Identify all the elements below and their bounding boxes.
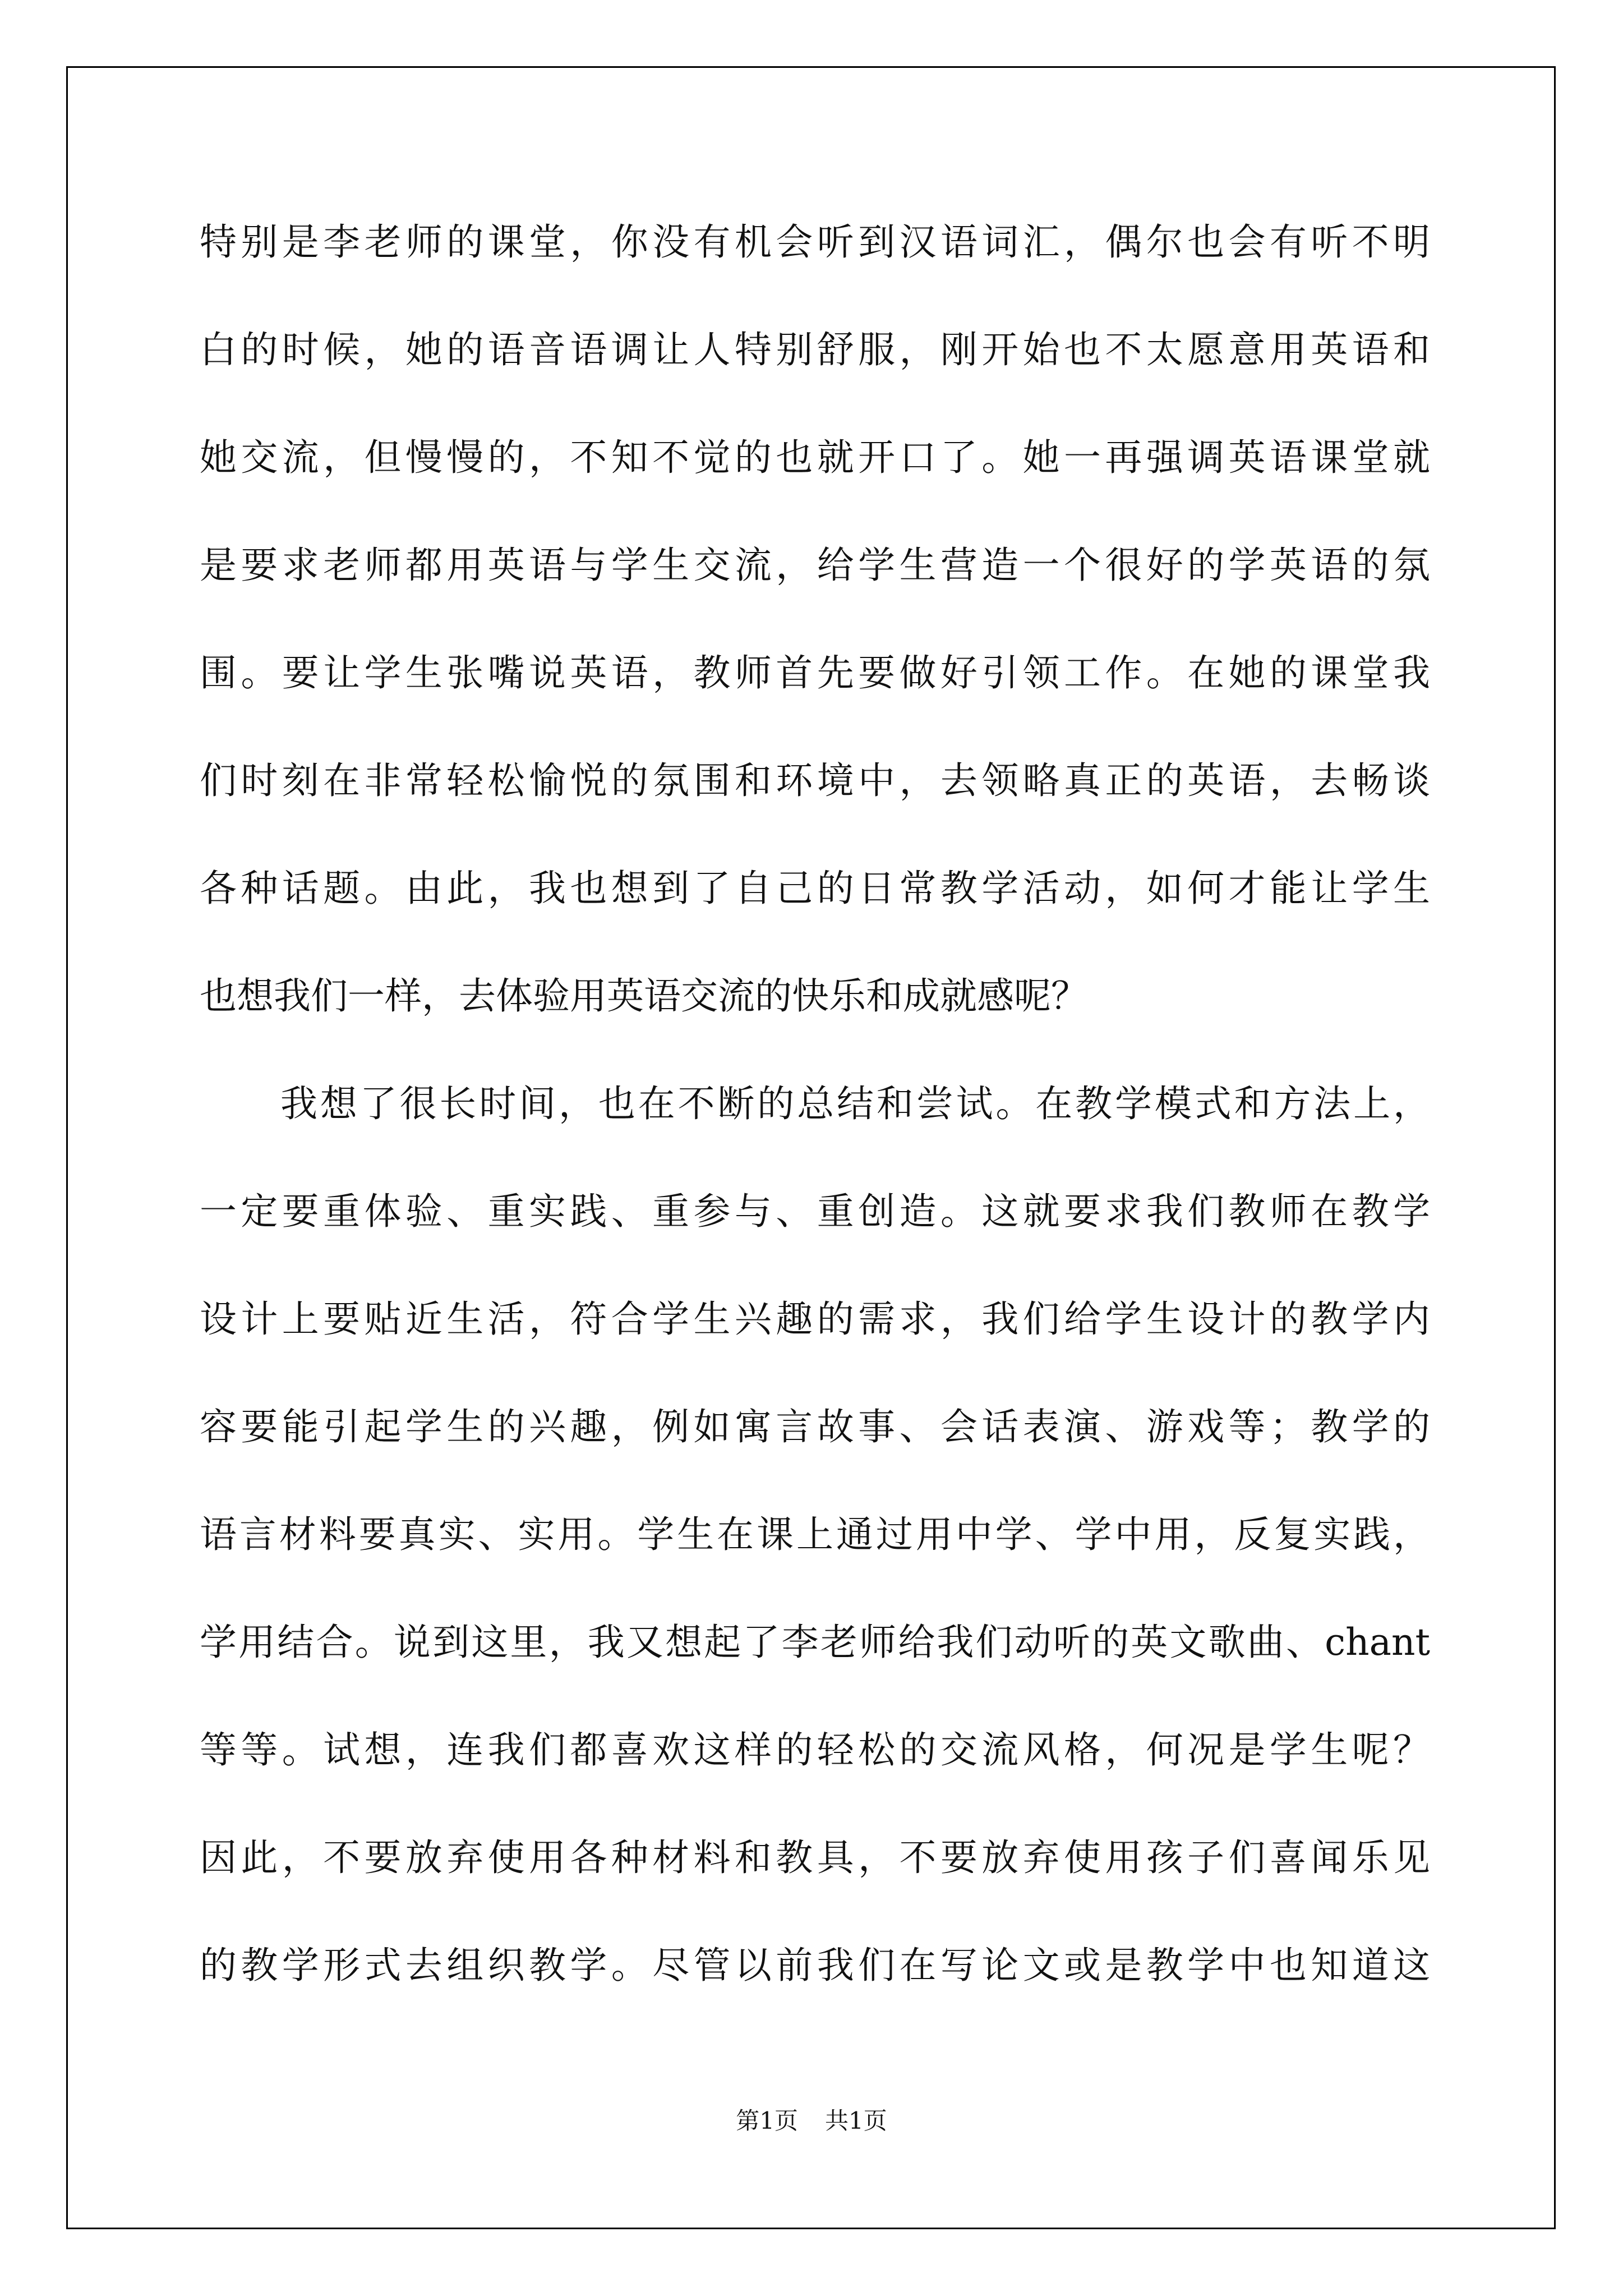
- text-line: 是要求老师都用英语与学生交流，给学生营造一个很好的学英语的氛: [200, 544, 1430, 587]
- text-line: 各种话题。由此，我也想到了自己的日常教学活动，如何才能让学生: [200, 867, 1430, 910]
- text-line: 也想我们一样，去体验用英语交流的快乐和成就感呢？: [200, 974, 1088, 1018]
- page-number-current: 第1页: [736, 2107, 798, 2134]
- page-footer: [0, 2105, 1623, 2137]
- text-line: 她交流，但慢慢的，不知不觉的也就开口了。她一再强调英语课堂就: [200, 436, 1430, 479]
- text-line: 因此，不要放弃使用各种材料和教具，不要放弃使用孩子们喜闻乐见: [200, 1836, 1430, 1879]
- paragraph-2: [200, 1070, 1430, 2040]
- text-line: 学用结合。说到这里，我又想起了李老师给我们动听的英文歌曲、chant: [200, 1621, 1430, 1664]
- text-line: 设计上要贴近生活，符合学生兴趣的需求，我们给学生设计的教学内: [200, 1297, 1430, 1341]
- text-line: 白的时候，她的语音语调让人特别舒服，刚开始也不太愿意用英语和: [200, 328, 1430, 371]
- paragraph-1: [200, 209, 1430, 1070]
- text-line: 我想了很长时间，也在不断的总结和尝试。在教学模式和方法上，: [280, 1082, 1430, 1125]
- text-line: 围。要让学生张嘴说英语，教师首先要做好引领工作。在她的课堂我: [200, 651, 1430, 694]
- text-line: 一定要重体验、重实践、重参与、重创造。这就要求我们教师在教学: [200, 1190, 1430, 1233]
- text-line: 们时刻在非常轻松愉悦的氛围和环境中，去领略真正的英语，去畅谈: [200, 759, 1430, 802]
- document-body: [200, 209, 1430, 2040]
- page-number-total: 共1页: [825, 2107, 887, 2134]
- text-line: 的教学形式去组织教学。尽管以前我们在写论文或是教学中也知道这: [200, 1944, 1430, 1987]
- text-line: 语言材料要真实、实用。学生在课上通过用中学、学中用，反复实践，: [200, 1513, 1430, 1556]
- text-line: 容要能引起学生的兴趣，例如寓言故事、会话表演、游戏等；教学的: [200, 1405, 1430, 1448]
- text-line: 特别是李老师的课堂，你没有机会听到汉语词汇，偶尔也会有听不明: [200, 220, 1430, 264]
- text-line: 等等。试想，连我们都喜欢这样的轻松的交流风格，何况是学生呢？: [200, 1728, 1430, 1772]
